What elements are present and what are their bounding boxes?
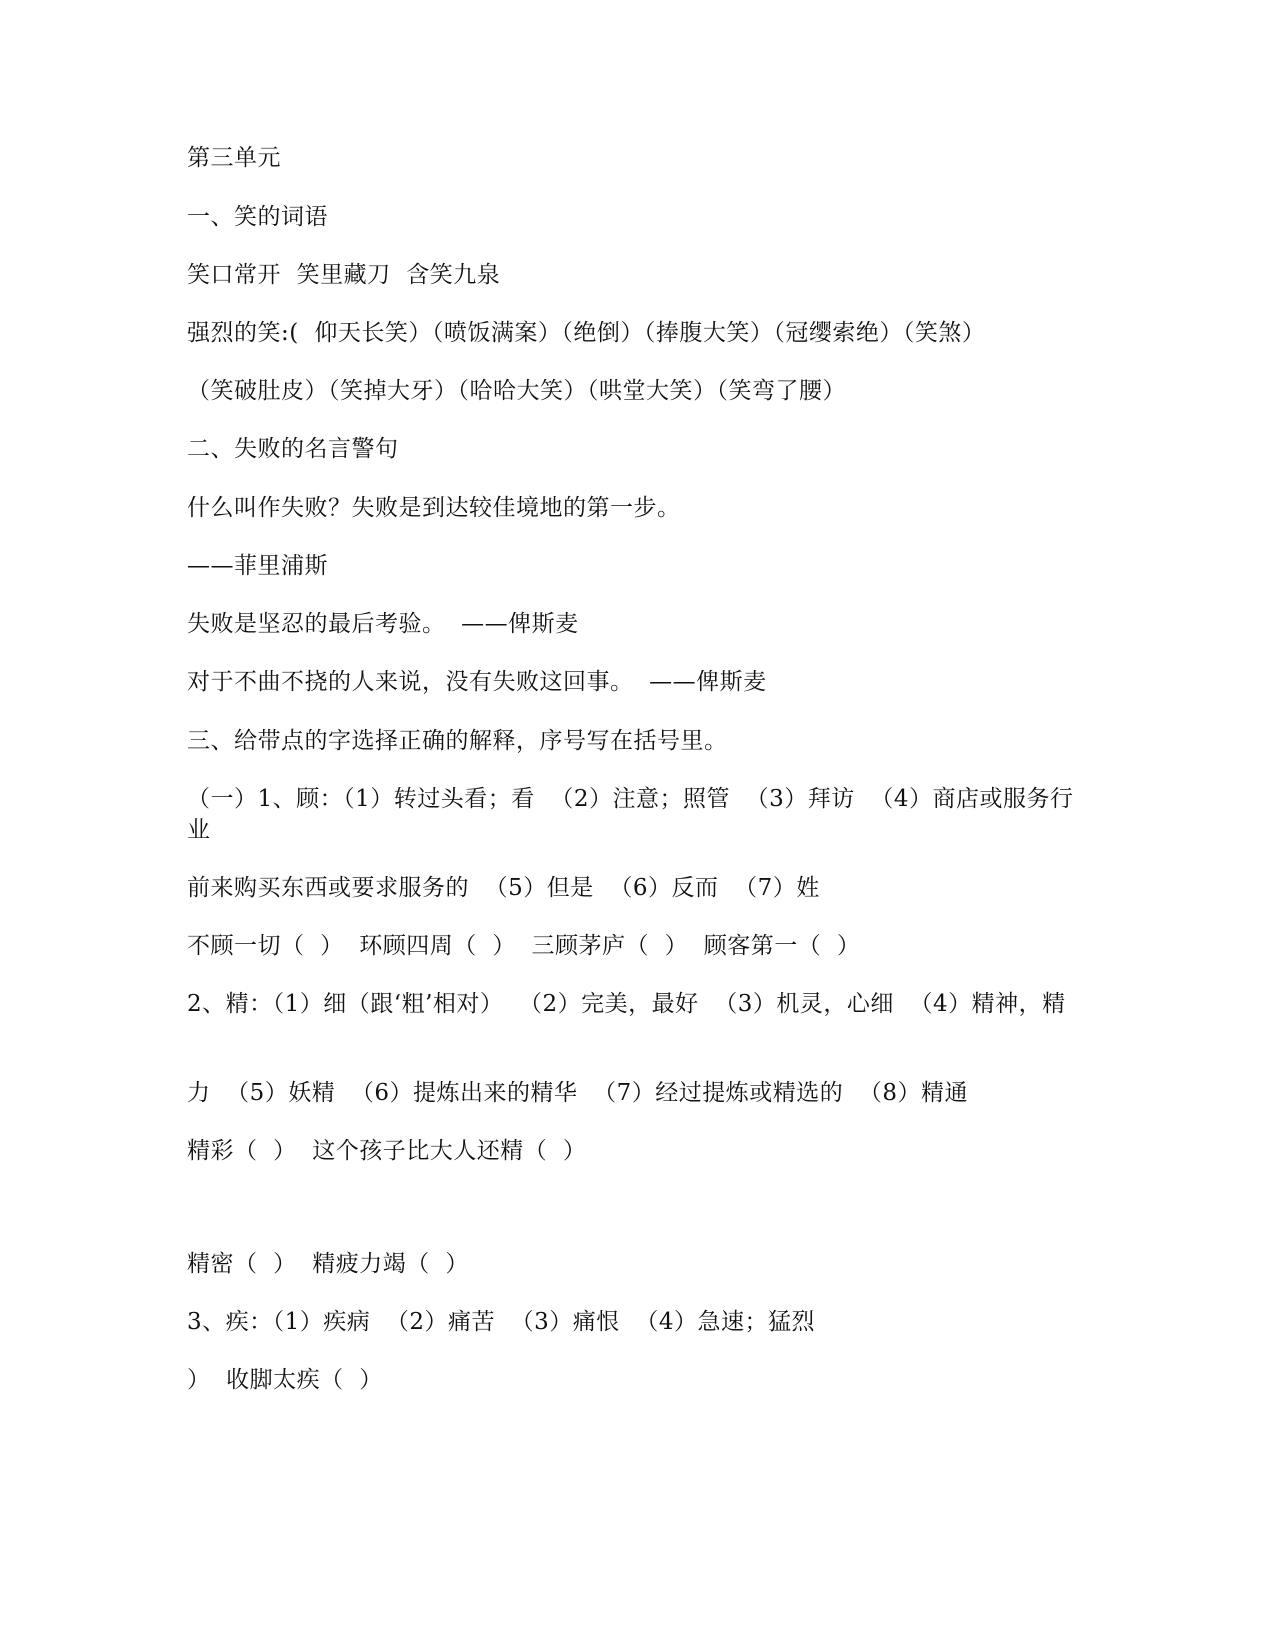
quote-line: 对于不曲不挠的人来说，没有失败这回事。 ——俾斯麦: [187, 669, 767, 695]
exercise-item-gu: （一）1、顾：（1）转过头看；看 （2）注意；照管 （3）拜访 （4）商店或服务行业: [187, 786, 1074, 843]
quote-line: 失败是坚忍的最后考验。 ——俾斯麦: [187, 611, 579, 637]
section-heading-failure-quotes: 二、失败的名言警句: [187, 436, 399, 462]
fill-in-line: 精彩（ ） 这个孩子比大人还精（ ）: [187, 1138, 587, 1164]
fill-in-line: 不顾一切（ ） 环顾四周（ ） 三顾茅庐（ ） 顾客第一（ ）: [187, 933, 861, 959]
section-heading-laugh-words: 一、笑的词语: [187, 204, 328, 230]
text-line: 力 （5）妖精 （6）提炼出来的精华 （7）经过提炼或精选的 （8）精通: [187, 1080, 969, 1106]
fill-in-line: ） 收脚太疾（ ）: [187, 1367, 383, 1393]
section-heading-exercise: 三、给带点的字选择正确的解释，序号写在括号里。: [187, 728, 728, 754]
quote-line: 什么叫作失败？失败是到达较佳境地的第一步。: [187, 495, 681, 521]
exercise-item-jing: 2、精：（1）细（跟‘粗’相对） （2）完美，最好 （3）机灵，心细 （4）精神，精: [187, 991, 1066, 1017]
text-line: 前来购买东西或要求服务的 （5）但是 （6）反而 （7）姓: [187, 875, 820, 901]
text-line: 强烈的笑:( 仰天长笑）（喷饭满案）（绝倒）（捧腹大笑）（冠缨索绝）（笑煞）: [187, 320, 986, 346]
exercise-item-ji: 3、疾：（1）疾病 （2）痛苦 （3）痛恨 （4）急速；猛烈: [187, 1309, 816, 1335]
unit-title: 第三单元: [187, 145, 281, 171]
text-line: 笑口常开 笑里藏刀 含笑九泉: [187, 262, 501, 288]
fill-in-line: 精密（ ） 精疲力竭（ ）: [187, 1251, 469, 1277]
quote-author: ——菲里浦斯: [187, 553, 328, 579]
text-line: （笑破肚皮）（笑掉大牙）（哈哈大笑）（哄堂大笑）（笑弯了腰）: [187, 378, 846, 404]
